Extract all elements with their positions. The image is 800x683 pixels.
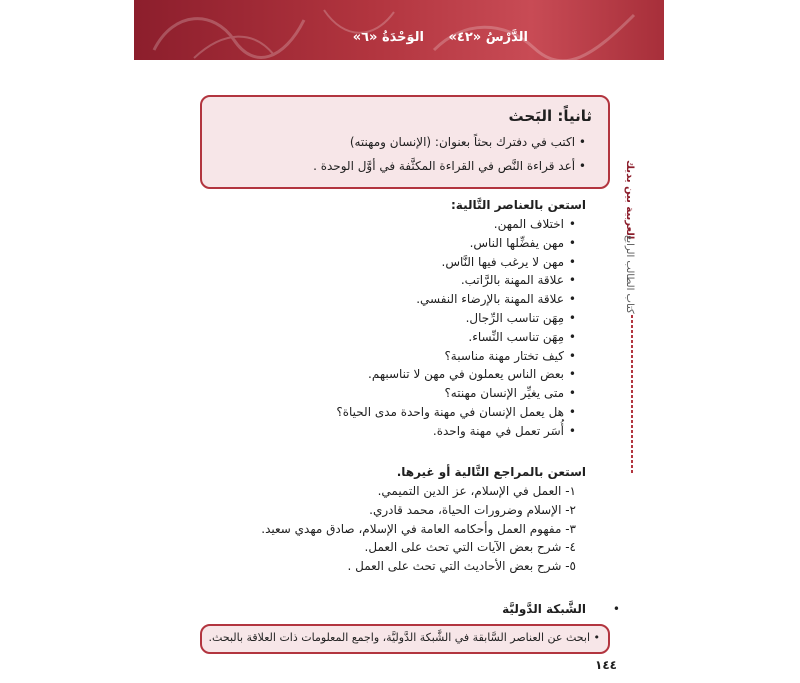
lesson-label: الدَّرْسُ «٤٢»	[448, 30, 528, 45]
list-item: • متى يغيِّر الإنسان مهنته؟	[336, 384, 576, 403]
list-item: • كيف تختار مهنة مناسبة؟	[336, 347, 576, 366]
list-item: • علاقة المهنة بالإرضاء النفسي.	[336, 290, 576, 309]
list-item: • أُسَر تعمل في مهنة واحدة.	[336, 422, 576, 441]
research-box	[200, 95, 610, 189]
list-item: • مهن يفضِّلها الناس.	[336, 234, 576, 253]
side-strip	[620, 150, 644, 370]
side-divider	[631, 315, 633, 475]
list-item: • اختلاف المهن.	[336, 215, 576, 234]
network-instruction: • ابحث عن العناصر السَّابقة في الشَّبكة الدَّوليَّة، واجمع المعلومات ذات العلاقة بالبحث.	[208, 631, 600, 644]
network-bullet: •	[612, 602, 620, 616]
elements-heading: استعن بالعناصر التَّالية:	[451, 198, 586, 212]
research-item: • أعد قراءة النَّص في القراءة المكثَّفة في أوَّل الوحدة .	[313, 159, 586, 173]
list-item: • مهن لا يرغب فيها النَّاس.	[336, 253, 576, 272]
reference-item: ٥- شرح بعض الأحاديث التي تحث على العمل .	[347, 559, 576, 574]
book-title: كتاب الطالب الرابع	[624, 235, 635, 314]
references-list	[261, 482, 576, 576]
research-item: • اكتب في دفترك بحثاً بعنوان: (الإنسان ومهنته)	[349, 135, 586, 149]
page-number: ١٤٤	[595, 658, 617, 672]
reference-item: ٣- مفهوم العمل وأحكامه العامة في الإسلام، صادق مهدي سعيد.	[261, 521, 576, 536]
list-item: • مِهَن تناسب الرِّجال.	[336, 309, 576, 328]
unit-label: الوَحْدَةُ «٦»	[352, 30, 424, 45]
list-item: • هل يعمل الإنسان في مهنة واحدة مدى الحياة؟	[336, 403, 576, 422]
list-item: • مِهَن تناسب النِّساء.	[336, 328, 576, 347]
references-heading: استعن بالمراجع التَّالية أو غيرها.	[396, 465, 586, 479]
header-band	[134, 0, 664, 60]
elements-list	[336, 215, 576, 441]
reference-item: ٤- شرح بعض الآيات التي تحث على العمل.	[364, 540, 576, 555]
research-title: ثانياً: البَحث	[508, 107, 592, 125]
network-heading: الشَّبكة الدَّوليَّة	[502, 602, 586, 616]
reference-item: ٢- الإسلام وضرورات الحياة، محمد قادري.	[369, 502, 576, 517]
network-box	[200, 624, 610, 654]
list-item: • علاقة المهنة بالرَّاتب.	[336, 271, 576, 290]
series-title: العربية بين يديك	[624, 160, 635, 240]
reference-item: ١- العمل في الإسلام، عز الدين التميمي.	[377, 484, 576, 498]
list-item: • بعض الناس يعملون في مهن لا تناسبهم.	[336, 365, 576, 384]
